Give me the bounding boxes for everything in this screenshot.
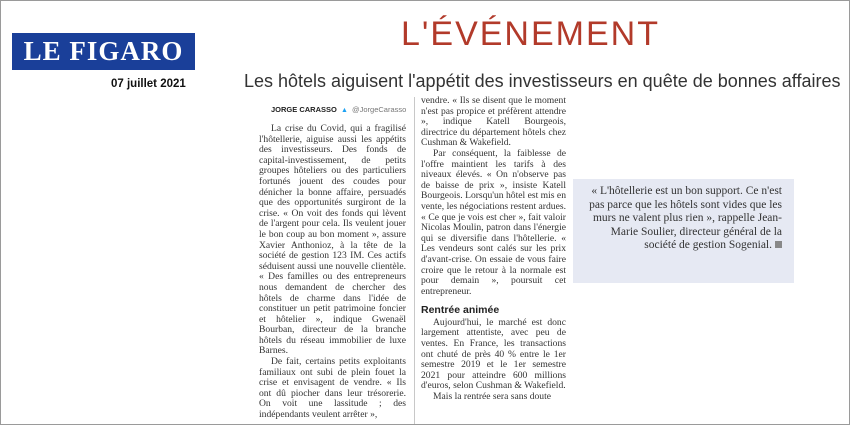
end-square-icon (775, 241, 782, 248)
paragraph: vendre. « Ils se disent que le moment n'est pas propice et préfèrent attendre », indique Katell Bourgeois, directrice du département hôtels chez Cushman & Wakefield. (421, 95, 566, 149)
author-name: JORGE CARASSO (271, 105, 337, 114)
column-divider (414, 97, 415, 425)
author-handle: @JorgeCarasso (351, 105, 407, 114)
section-rubric: L'ÉVÉNEMENT (401, 15, 660, 53)
newspaper-logo (12, 33, 195, 70)
twitter-bird-icon: ▲ (340, 107, 348, 114)
pull-quote-body: « L'hôtellerie est un bon support. Ce n'est pas parce que les hôtels sont vides que les murs ne valent plus rien », rappelle Jean-Marie Soulier, directeur général de la société de gestion Sogenial. (589, 185, 782, 252)
paragraph: De fait, certains petits exploitants familiaux ont subi de plein fouet la crise et envisagent de vendre. « Ils ont dû piocher dans leur trésorerie. On voit une lassitude ; des indépendants veulent arrêter », (259, 356, 406, 421)
publication-date: 07 juillet 2021 (111, 78, 186, 90)
article-column-2 (421, 96, 566, 403)
paragraph: La crise du Covid, qui a fragilisé l'hôtellerie, aiguise aussi les appétits des investisseurs. Des fonds de capital-investissement, de petits groupes hôteliers ou des particuliers fortunés jouent des coudes pour dénicher la bonne affaire, persuadés que des opportunités surgiront de la crise. « On voit des fonds qui lèvent de l'argent pour cela. Ils veulent jouer le bon coup au bon moment », assure Xavier Anthonioz, à la tête de la société de gestion 123 IM. Ces actifs séduisent aussi une nouvelle clientèle. « Des familles ou des entrepreneurs nous demandent de chercher des hôtels de charme dans l'idée de constituer un petit patrimoine foncier et hôtelier », indique Gwenaël Bourban, directeur de la branche hôtels du réseau immobilier de luxe Barnes. (259, 123, 406, 357)
pull-quote-box (573, 179, 794, 283)
paragraph: Aujourd'hui, le marché est donc largement attentiste, avec peu de ventes. En France, les transactions ont chuté de près 40 % entre le 1er semestre 2019 et le 1er semestre 2021 pour atteindre 600 millions d'euros, selon Cushman & Wakefield. (421, 316, 566, 392)
pull-quote-text (587, 185, 782, 253)
paragraph: Par conséquent, la faiblesse de l'offre maintient les tarifs à des niveaux élevés. « On n'observe pas de baisse de prix », insiste Katell Bourgeois. Lorsqu'un hôtel est mis en vente, les négociations restent ardues. « Ce que je vois est cher », fait valoir Nicolas Moulin, patron dans l'énergie qui se diversifie dans l'hôtellerie. « Les vendeurs sont calés sur les prix d'avant-crise. On essaie de vous faire croire que le retour à la normale est pour demain », poursuit cet entrepreneur. (421, 147, 566, 297)
article-headline: Les hôtels aiguisent l'appétit des investisseurs en quête de bonnes affaires (244, 71, 841, 91)
subheading: Rentrée animée (421, 304, 500, 317)
byline (271, 105, 406, 114)
article-column-1 (259, 124, 406, 421)
paragraph: Mais la rentrée sera sans doute (433, 391, 552, 403)
logo-text: LE FIGARO (23, 36, 184, 66)
